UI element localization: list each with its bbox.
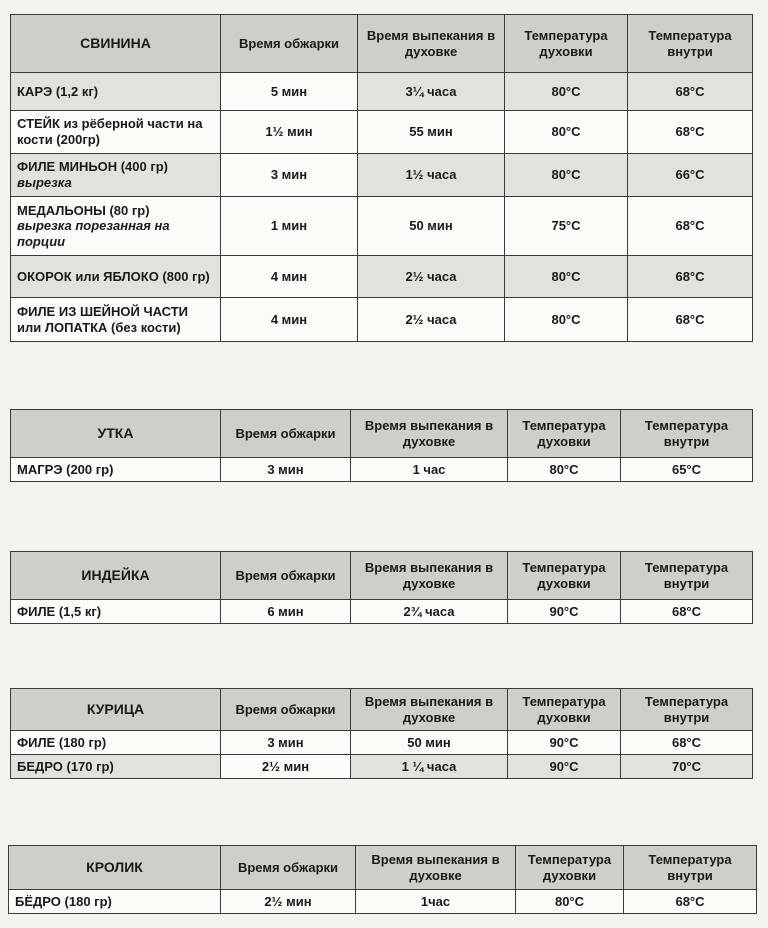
table-row [11, 298, 753, 342]
column-header: Время выпекания в духовке [358, 15, 505, 73]
inside-temp: 68°C [628, 298, 753, 342]
column-header: Время обжарки [221, 15, 358, 73]
row-name-main: ФИЛЕ МИНЬОН (400 гр) [17, 159, 169, 175]
oven-temp: 90°C [508, 600, 621, 624]
column-header: Температура внутри [621, 552, 753, 600]
column-header: Время выпекания в духовке [351, 552, 508, 600]
bake-time: 2½ часа [358, 298, 505, 342]
column-header: Температура внутри [621, 689, 753, 731]
column-header: Температура духовки [508, 689, 621, 731]
section-title: КРОЛИК [9, 846, 221, 890]
column-header: Температура духовки [516, 846, 624, 890]
table-row [11, 256, 753, 298]
row-name: БЁДРО (180 гр) [9, 890, 221, 914]
table-header-row [11, 552, 753, 600]
inside-temp: 68°C [628, 197, 753, 256]
inside-temp: 70°C [621, 755, 753, 779]
column-header: Температура внутри [624, 846, 757, 890]
column-header: Время выпекания в духовке [351, 689, 508, 731]
row-name-sub: вырезка порезанная на порции [17, 218, 170, 249]
fry-time: 4 мин [221, 256, 358, 298]
inside-temp: 68°C [628, 256, 753, 298]
row-name: СТЕЙК из рёберной части на кости (200гр) [11, 111, 221, 154]
table-row [11, 197, 753, 256]
column-header: Время выпекания в духовке [356, 846, 516, 890]
fry-time: 2½ мин [221, 890, 356, 914]
column-header: Время обжарки [221, 552, 351, 600]
column-header: Время выпекания в духовке [351, 410, 508, 458]
column-header: Время обжарки [221, 689, 351, 731]
fry-time: 1 мин [221, 197, 358, 256]
section-title: СВИНИНА [11, 15, 221, 73]
table-row [11, 111, 753, 154]
table-row [11, 755, 753, 779]
bake-time: 50 мин [351, 731, 508, 755]
inside-temp: 68°C [628, 73, 753, 111]
oven-temp: 80°C [505, 256, 628, 298]
bake-time: 50 мин [358, 197, 505, 256]
oven-temp: 90°C [508, 755, 621, 779]
fry-time: 3 мин [221, 731, 351, 755]
row-name [11, 197, 221, 256]
bake-time: 3¼ часа [358, 73, 505, 111]
column-header: Температура внутри [621, 410, 753, 458]
row-name: МАГРЭ (200 гр) [11, 458, 221, 482]
row-name: ФИЛЕ ИЗ ШЕЙНОЙ ЧАСТИ или ЛОПАТКА (без кости) [11, 298, 221, 342]
row-name-sub: вырезка [17, 175, 72, 190]
oven-temp: 80°C [516, 890, 624, 914]
table-row [11, 73, 753, 111]
table-row [11, 154, 753, 197]
table-row [11, 458, 753, 482]
oven-temp: 80°C [505, 73, 628, 111]
turkey-table [10, 551, 753, 624]
table-row [9, 890, 757, 914]
fry-time: 6 мин [221, 600, 351, 624]
bake-time: 1 час [351, 458, 508, 482]
table-header-row [11, 15, 753, 73]
oven-temp: 75°C [505, 197, 628, 256]
bake-time: 1час [356, 890, 516, 914]
row-name: КАРЭ (1,2 кг) [11, 73, 221, 111]
row-name: ФИЛЕ (180 гр) [11, 731, 221, 755]
oven-temp: 80°C [508, 458, 621, 482]
bake-time: 2¾ часа [351, 600, 508, 624]
row-name: ОКОРОК или ЯБЛОКО (800 гр) [11, 256, 221, 298]
bake-time: 1½ часа [358, 154, 505, 197]
row-name: БЕДРО (170 гр) [11, 755, 221, 779]
oven-temp: 80°C [505, 154, 628, 197]
row-name [11, 154, 221, 197]
column-header: Температура внутри [628, 15, 753, 73]
oven-temp: 90°C [508, 731, 621, 755]
fry-time: 5 мин [221, 73, 358, 111]
inside-temp: 68°C [621, 731, 753, 755]
fry-time: 4 мин [221, 298, 358, 342]
pork-table [10, 14, 753, 342]
rabbit-table [8, 845, 757, 914]
column-header: Температура духовки [508, 410, 621, 458]
bake-time: 55 мин [358, 111, 505, 154]
table-header-row [11, 689, 753, 731]
fry-time: 3 мин [221, 458, 351, 482]
table-row [11, 731, 753, 755]
fry-time: 2½ мин [221, 755, 351, 779]
section-title: ИНДЕЙКА [11, 552, 221, 600]
section-title: УТКА [11, 410, 221, 458]
table-header-row [11, 410, 753, 458]
inside-temp: 68°C [628, 111, 753, 154]
column-header: Температура духовки [505, 15, 628, 73]
inside-temp: 66°C [628, 154, 753, 197]
bake-time: 2½ часа [358, 256, 505, 298]
row-name: ФИЛЕ (1,5 кг) [11, 600, 221, 624]
inside-temp: 68°C [621, 600, 753, 624]
chicken-table [10, 688, 753, 779]
table-row [11, 600, 753, 624]
column-header: Температура духовки [508, 552, 621, 600]
column-header: Время обжарки [221, 410, 351, 458]
oven-temp: 80°C [505, 111, 628, 154]
fry-time: 1½ мин [221, 111, 358, 154]
section-title: КУРИЦА [11, 689, 221, 731]
table-header-row [9, 846, 757, 890]
inside-temp: 68°C [624, 890, 757, 914]
column-header: Время обжарки [221, 846, 356, 890]
row-name-main: МЕДАЛЬОНЫ (80 гр) [17, 202, 150, 218]
inside-temp: 65°C [621, 458, 753, 482]
fry-time: 3 мин [221, 154, 358, 197]
oven-temp: 80°C [505, 298, 628, 342]
bake-time: 1 ¼ часа [351, 755, 508, 779]
duck-table [10, 409, 753, 482]
